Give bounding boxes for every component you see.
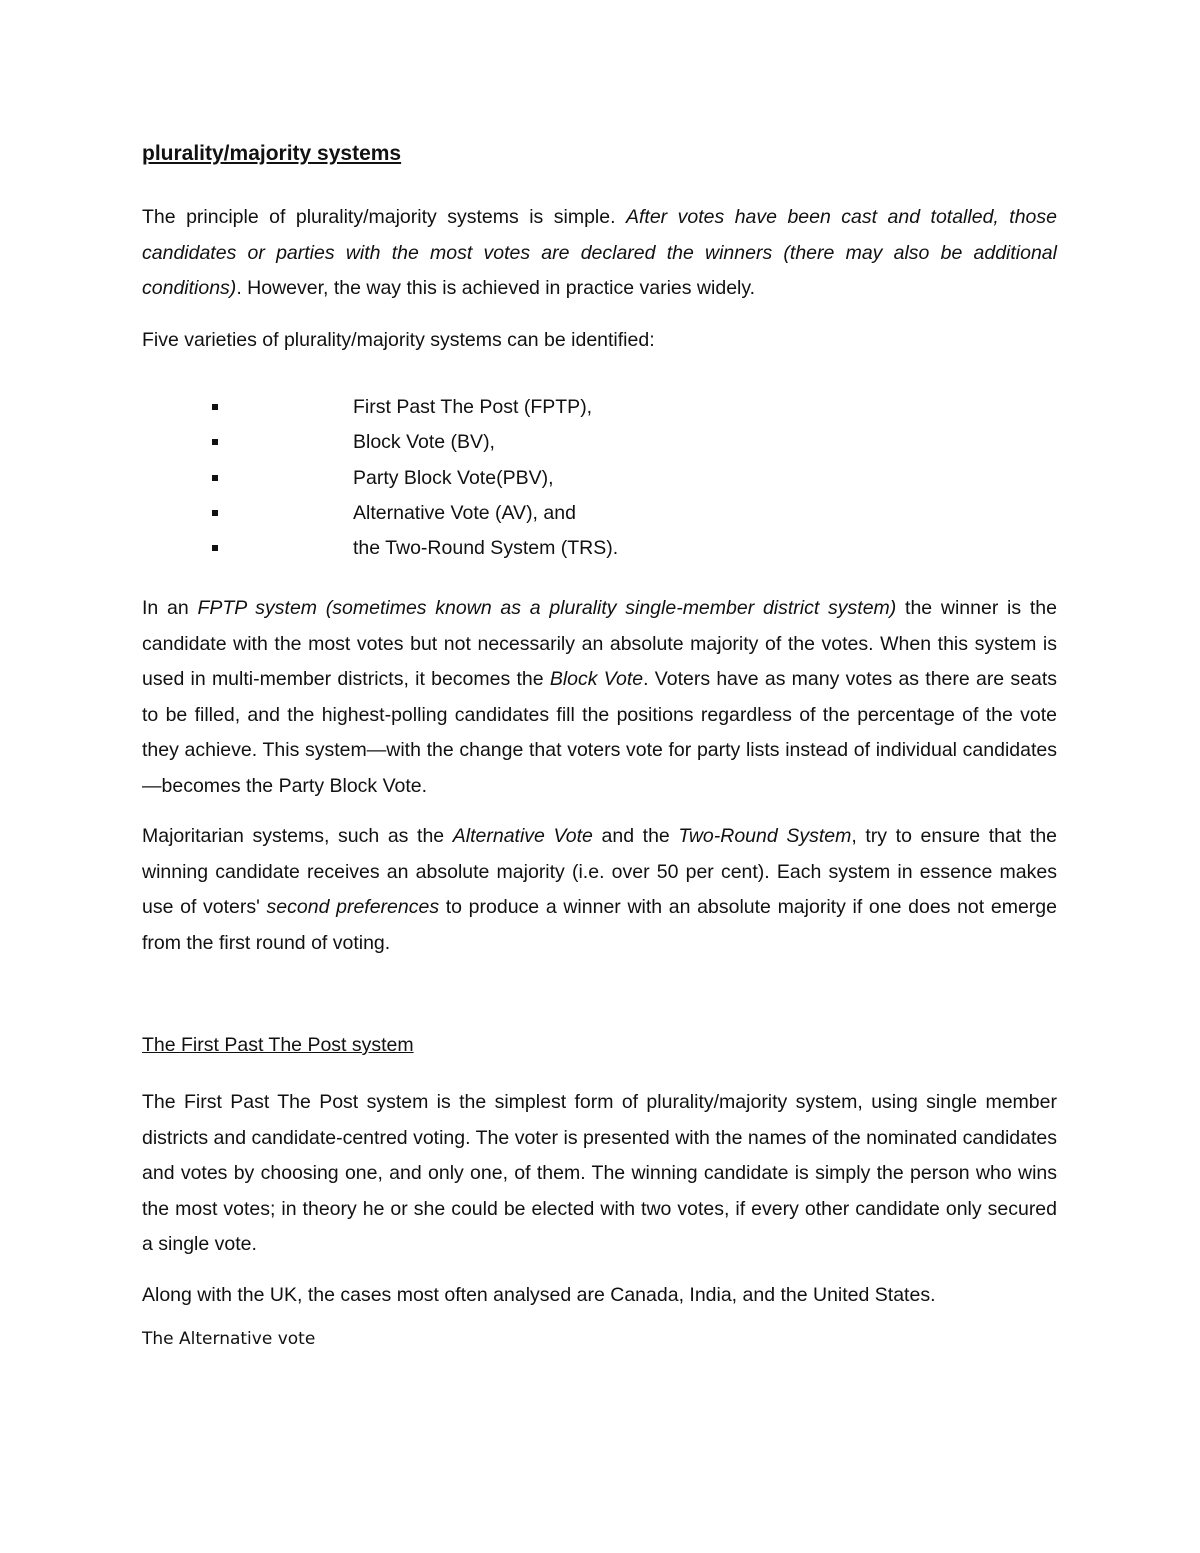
page-title: plurality/majority systems — [142, 142, 402, 165]
fptp-description: The First Past The Post system is the simplest form of plurality/majority system, using single member districts and candidate-centred voting. The voter is presented with the names of the nominated candidates and votes by choosing one, and only one, of them. The winning candidate is simply the person who wins the most votes; in theory he or she could be elected with two votes, if every other candidate only secured a single vote. — [142, 1091, 1057, 1255]
bullet-icon — [212, 439, 218, 445]
fptp-paragraph — [142, 591, 1057, 804]
majoritarian-paragraph — [142, 819, 1057, 961]
list-item-label: Block Vote (BV), — [353, 431, 495, 454]
bullet-icon — [212, 545, 218, 551]
cases-paragraph: Along with the UK, the cases most often analysed are Canada, India, and the United States. — [142, 1284, 936, 1306]
fptp-italic-1: FPTP system (sometimes known as a plurality single-member district system) — [197, 597, 897, 619]
bullet-icon — [212, 475, 218, 481]
maj-text-4: to produce a winner with an absolute majority if one does not emerge from the first round of voting. — [142, 896, 1057, 954]
fptp-section-heading: The First Past The Post system — [142, 1034, 414, 1056]
list-item — [142, 531, 1057, 566]
list-item — [142, 496, 1057, 531]
varieties-intro: Five varieties of plurality/majority systems can be identified: — [142, 329, 655, 351]
fptp-text-3: . Voters have as many votes as there are seats to be filled, and the highest-polling candidates fill the positions regardless of the percentage of the vote they achieve. This system—with the change that voters vote for party lists instead of individual candidates—becomes the Party Block Vote. — [142, 668, 1057, 797]
intro-italic-1: After votes have been cast and totalled, those candidates or parties with the most votes are declared the winners (there may also be additional conditions) — [142, 206, 1057, 299]
fptp-italic-2: Block Vote — [549, 668, 644, 690]
list-item — [142, 425, 1057, 460]
list-item-label: Alternative Vote (AV), and — [353, 501, 576, 524]
intro-text-1: The principle of plurality/majority systems is simple. — [142, 206, 626, 228]
bullet-icon — [212, 510, 218, 516]
fptp-text-2: the winner is the candidate with the most votes but not necessarily an absolute majority of the votes. When this system is used in multi-member districts, it becomes the — [142, 597, 1057, 690]
intro-text-2: . However, the way this is achieved in practice varies widely. — [236, 277, 756, 299]
maj-text-3: , try to ensure that the winning candidate receives an absolute majority (i.e. over 50 per cent). Each system in essence makes use of voters' — [142, 825, 1058, 918]
maj-italic-2: Two-Round System — [678, 825, 852, 847]
bullet-icon — [212, 404, 218, 410]
list-item — [142, 461, 1057, 496]
list-item — [142, 390, 1057, 425]
varieties-list — [142, 390, 1057, 566]
maj-italic-1: Alternative Vote — [452, 825, 593, 847]
av-section-heading: The Alternative vote — [142, 1329, 316, 1349]
intro-paragraph — [142, 200, 1057, 307]
maj-italic-3: second preferences — [266, 896, 440, 918]
maj-text-1: Majoritarian systems, such as the — [142, 825, 453, 847]
list-item-label: the Two-Round System (TRS). — [353, 537, 619, 560]
maj-text-2: and the — [592, 825, 679, 847]
fptp-text-1: In an — [142, 597, 198, 619]
list-item-label: Party Block Vote(PBV), — [353, 466, 554, 489]
list-item-label: First Past The Post (FPTP), — [353, 396, 593, 418]
